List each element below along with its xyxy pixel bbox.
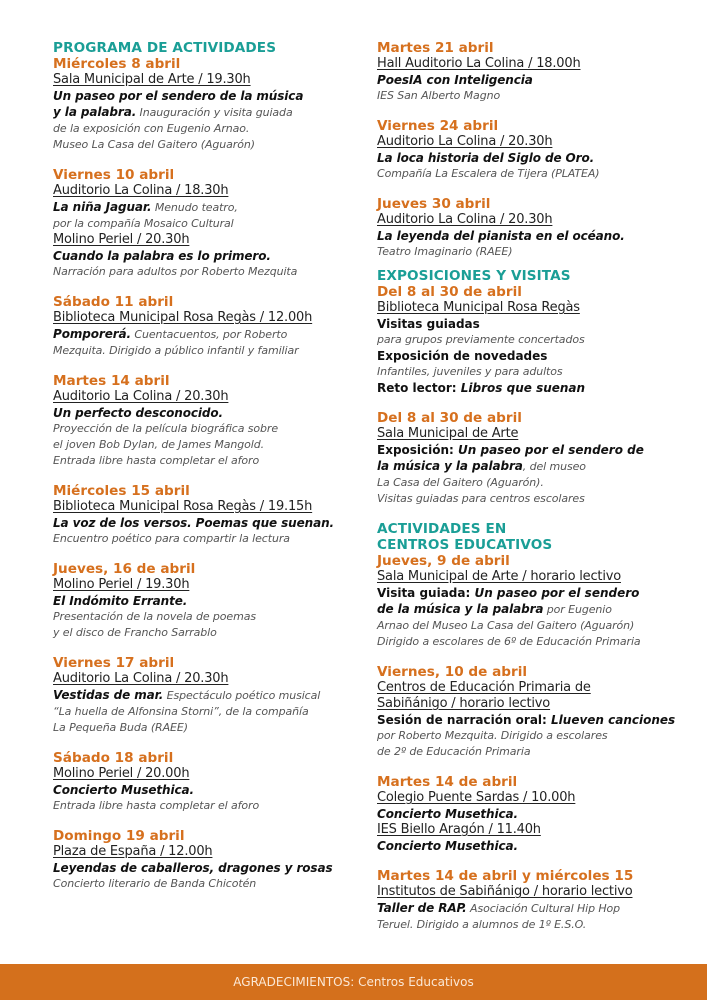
event-block bbox=[53, 655, 358, 736]
event-desc: Entrada libre hasta completar el aforo bbox=[53, 454, 260, 467]
event-place: Auditorio La Colina / 20.30h bbox=[53, 389, 229, 404]
event-desc: de la exposición con Eugenio Arnao. bbox=[53, 122, 250, 135]
event-desc: Presentación de la novela de poemas bbox=[53, 610, 256, 623]
expo-inline-desc: , del museo bbox=[522, 460, 586, 473]
event-title-line bbox=[53, 199, 358, 216]
event-date: Martes 21 abril bbox=[377, 40, 494, 56]
edu-title-line bbox=[377, 712, 697, 728]
edu-date: Martes 14 de abril y miércoles 15 bbox=[377, 868, 634, 884]
edu-place: Colegio Puente Sardas / 10.00h bbox=[377, 790, 576, 805]
event-place: Plaza de España / 12.00h bbox=[53, 844, 213, 859]
expo-title-line bbox=[377, 458, 697, 475]
expo-title-cont: la música y la palabra bbox=[377, 459, 523, 473]
edu-place-cont: Sabiñánigo / horario lectivo bbox=[377, 696, 551, 711]
event-desc: Entrada libre hasta completar el aforo bbox=[53, 799, 260, 812]
expo-place: Sala Municipal de Arte bbox=[377, 426, 519, 441]
event-desc: IES San Alberto Magno bbox=[377, 89, 501, 102]
event-date: Jueves 30 abril bbox=[377, 196, 491, 212]
edu-block bbox=[377, 664, 697, 760]
event-place: Hall Auditorio La Colina / 18.00h bbox=[377, 56, 581, 71]
expo-label: Exposición: bbox=[377, 443, 459, 457]
expo-item-label: Reto lector: bbox=[377, 381, 461, 395]
section-title-programa: PROGRAMA DE ACTIVIDADES bbox=[53, 40, 277, 56]
expo-item-title: Exposición de novedades bbox=[377, 349, 548, 363]
section-title-centros-l2: CENTROS EDUCATIVOS bbox=[377, 537, 553, 553]
edu-label: Sesión de narración oral: bbox=[377, 713, 552, 727]
event-date: Sábado 18 abril bbox=[53, 750, 174, 766]
event-date: Viernes 17 abril bbox=[53, 655, 175, 671]
event-block bbox=[53, 373, 358, 469]
event-date: Martes 14 abril bbox=[53, 373, 170, 389]
expo-block bbox=[377, 410, 697, 507]
edu-label: Visita guiada: bbox=[377, 586, 475, 600]
event-place: Biblioteca Municipal Rosa Regàs / 12.00h bbox=[53, 310, 313, 325]
event-title: Leyendas de caballeros, dragones y rosas bbox=[53, 861, 333, 875]
expo-item-line bbox=[377, 380, 697, 396]
event-date: Domingo 19 abril bbox=[53, 828, 185, 844]
right-column bbox=[377, 40, 697, 947]
event-desc: Mezquita. Dirigido a público infantil y familiar bbox=[53, 344, 299, 357]
event-title: PoesIA con Inteligencia bbox=[377, 73, 533, 87]
edu-date: Viernes, 10 de abril bbox=[377, 664, 528, 680]
event-title: La niña Jaguar. bbox=[53, 200, 152, 214]
event-title-line bbox=[53, 326, 358, 343]
event-block bbox=[53, 828, 358, 892]
event-title: La leyenda del pianista en el océano. bbox=[377, 229, 625, 243]
event-title: La voz de los versos. Poemas que suenan. bbox=[53, 516, 334, 530]
edu-desc: Arnao del Museo La Casa del Gaitero (Aguarón) bbox=[377, 619, 635, 632]
event-block bbox=[53, 483, 358, 547]
event-place: Biblioteca Municipal Rosa Regàs / 19.15h bbox=[53, 499, 313, 514]
event-desc: y el disco de Francho Sarrablo bbox=[53, 626, 217, 639]
edu-place: Centros de Educación Primaria de bbox=[377, 680, 591, 695]
edu-place: Sala Municipal de Arte / horario lectivo bbox=[377, 569, 621, 584]
event-title: Concierto Musethica. bbox=[53, 783, 194, 797]
event-place: Auditorio La Colina / 18.30h bbox=[53, 183, 229, 198]
event-date: Miércoles 15 abril bbox=[53, 483, 190, 499]
event-desc: Concierto literario de Banda Chicotén bbox=[53, 877, 257, 890]
section-title-exposiciones: EXPOSICIONES Y VISITAS bbox=[377, 268, 571, 284]
expo-block bbox=[377, 284, 697, 396]
edu-place: IES Biello Aragón / 11.40h bbox=[377, 822, 541, 837]
edu-desc: por Roberto Mezquita. Dirigido a escolares bbox=[377, 729, 608, 742]
event-block bbox=[377, 196, 697, 260]
event-title: Un paseo por el sendero de la música bbox=[53, 89, 304, 103]
edu-date: Martes 14 de abril bbox=[377, 774, 518, 790]
expo-desc: Visitas guiadas para centros escolares bbox=[377, 492, 585, 505]
event-desc: Museo La Casa del Gaitero (Aguarón) bbox=[53, 138, 255, 151]
expo-place: Biblioteca Municipal Rosa Regàs bbox=[377, 300, 580, 315]
expo-item-desc: para grupos previamente concertados bbox=[377, 333, 585, 346]
event-place: Molino Periel / 19.30h bbox=[53, 577, 190, 592]
edu-title-line bbox=[377, 900, 697, 917]
expo-item-title: Libros que suenan bbox=[460, 381, 586, 395]
edu-title-cont: de la música y la palabra bbox=[377, 602, 544, 616]
edu-block bbox=[377, 553, 697, 650]
event-desc: el joven Bob Dylan, de James Mangold. bbox=[53, 438, 265, 451]
event-title: El Indómito Errante. bbox=[53, 594, 188, 608]
event-desc: La Pequeña Buda (RAEE) bbox=[53, 721, 188, 734]
event-place: Auditorio La Colina / 20.30h bbox=[53, 671, 229, 686]
expo-item-desc: Infantiles, juveniles y para adultos bbox=[377, 365, 563, 378]
expo-title-line bbox=[377, 442, 697, 458]
event-inline-desc: Cuentacuentos, por Roberto bbox=[131, 328, 288, 341]
edu-title-line bbox=[377, 601, 697, 618]
event-title: Un perfecto desconocido. bbox=[53, 406, 223, 420]
event-inline-desc: Menudo teatro, bbox=[151, 201, 238, 214]
event-title-line bbox=[53, 104, 358, 121]
event-block bbox=[53, 294, 358, 359]
event-title: Vestidas de mar. bbox=[53, 688, 164, 702]
event-desc: por la compañía Mosaico Cultural bbox=[53, 217, 234, 230]
event-title-line bbox=[53, 687, 358, 704]
event-date: Miércoles 8 abril bbox=[53, 56, 181, 72]
edu-place: Institutos de Sabiñánigo / horario lectivo bbox=[377, 884, 633, 899]
event-title-cont: y la palabra. bbox=[53, 105, 137, 119]
expo-desc: La Casa del Gaitero (Aguarón). bbox=[377, 476, 544, 489]
event-desc: Encuentro poético para compartir la lectura bbox=[53, 532, 290, 545]
expo-item-title: Visitas guiadas bbox=[377, 317, 480, 331]
section-title-centros: ACTIVIDADES EN bbox=[377, 521, 507, 537]
edu-desc: Teruel. Dirigido a alumnos de 1º E.S.O. bbox=[377, 918, 587, 931]
event-desc: Compañía La Escalera de Tijera (PLATEA) bbox=[377, 167, 600, 180]
edu-date: Jueves, 9 de abril bbox=[377, 553, 510, 569]
footer-bar bbox=[0, 964, 707, 1000]
edu-title: Llueven canciones bbox=[551, 713, 676, 727]
edu-inline-desc: Asociación Cultural Hip Hop bbox=[466, 902, 621, 915]
expo-title: Un paseo por el sendero de bbox=[458, 443, 644, 457]
event-block bbox=[377, 118, 697, 182]
event-block bbox=[53, 167, 358, 280]
event-inline-desc: Espectáculo poético musical bbox=[163, 689, 321, 702]
edu-title: Concierto Musethica. bbox=[377, 807, 518, 821]
event-date: Viernes 24 abril bbox=[377, 118, 499, 134]
edu-desc: de 2º de Educación Primaria bbox=[377, 745, 531, 758]
event-title: Cuando la palabra es lo primero. bbox=[53, 249, 271, 263]
event-block bbox=[53, 56, 358, 153]
edu-title-line bbox=[377, 585, 697, 601]
event-place: Molino Periel / 20.30h bbox=[53, 232, 190, 247]
edu-block bbox=[377, 868, 697, 933]
event-inline-desc: Inauguración y visita guiada bbox=[136, 106, 293, 119]
edu-title: Concierto Musethica. bbox=[377, 839, 518, 853]
event-block bbox=[53, 750, 358, 814]
event-date: Viernes 10 abril bbox=[53, 167, 175, 183]
event-block bbox=[377, 40, 697, 104]
event-date: Jueves, 16 de abril bbox=[53, 561, 196, 577]
event-desc: Teatro Imaginario (RAEE) bbox=[377, 245, 513, 258]
event-place: Sala Municipal de Arte / 19.30h bbox=[53, 72, 251, 87]
edu-block bbox=[377, 774, 697, 854]
expo-date: Del 8 al 30 de abril bbox=[377, 410, 522, 426]
event-desc: “La huella de Alfonsina Storni”, de la compañía bbox=[53, 705, 309, 718]
event-place: Auditorio La Colina / 20.30h bbox=[377, 212, 553, 227]
event-title: La loca historia del Siglo de Oro. bbox=[377, 151, 595, 165]
edu-desc: Dirigido a escolares de 6º de Educación Primaria bbox=[377, 635, 641, 648]
left-column bbox=[53, 40, 358, 906]
event-date: Sábado 11 abril bbox=[53, 294, 174, 310]
edu-title: Un paseo por el sendero bbox=[474, 586, 640, 600]
edu-inline-desc: por Eugenio bbox=[543, 603, 612, 616]
event-place: Auditorio La Colina / 20.30h bbox=[377, 134, 553, 149]
footer-text: AGRADECIMIENTOS: Centros Educativos bbox=[233, 975, 474, 989]
event-block bbox=[53, 561, 358, 641]
expo-date: Del 8 al 30 de abril bbox=[377, 284, 522, 300]
event-place: Molino Periel / 20.00h bbox=[53, 766, 190, 781]
event-desc: Narración para adultos por Roberto Mezquita bbox=[53, 265, 298, 278]
event-title: Pomporerá. bbox=[53, 327, 132, 341]
edu-title: Taller de RAP. bbox=[377, 901, 467, 915]
event-desc: Proyección de la película biográfica sobre bbox=[53, 422, 278, 435]
